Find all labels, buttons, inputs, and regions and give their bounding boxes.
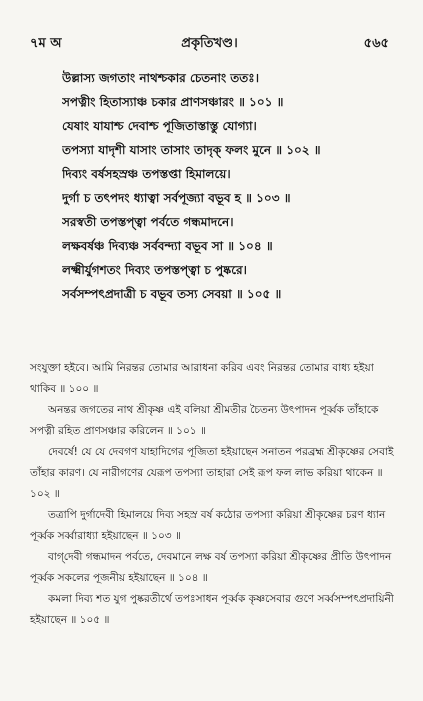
verse-line: যেষাং যাযাশ্চ দেবাশ্চ পূজিতাস্তাস্তু যোগ্যা।	[62, 119, 257, 133]
commentary-paragraph: বাগ্‌দেবী গন্ধমাদন পর্বতে, দেবমানে লক্ষ বর্ষ তপস্যা করিয়া শ্রীকৃষ্ণের প্রীতি উৎপাদন পূর্ব্বক সকলের পূজনীয় হইয়াছেন ॥ ১০৪ ॥	[30, 551, 392, 584]
bengali-commentary	[30, 358, 395, 631]
verse-line: সরস্বতী তপস্তপ্ত্বা পর্বতে গন্ধমাদনে।	[62, 215, 234, 229]
page-header	[30, 34, 389, 56]
verse-line: সপত্নীং হিতাস্যাঞ্চ চকার প্রাণসঞ্চারং ॥ ১০১ ॥	[62, 95, 284, 109]
commentary-paragraph: দেবর্ষে! যে যে দেবগণ যাহাদিগের পূজিতা হইয়াছেন সনাতন পরব্রহ্ম শ্রীকৃষ্ণের সেবাই তাঁহার কারণ। যে নারীগণের যেরূপ তপস্যা তাহারা সেই রূপ ফল লাভ করিয়া থাকেন ॥ ১০২ ॥	[30, 446, 394, 500]
verse-line: তপস্যা যাদৃশী যাসাং তাসাং তাদৃক্ ফলং মুনে ॥ ১০২ ॥	[62, 143, 321, 157]
commentary-paragraph: তত্রাপি দুর্গাদেবী হিমালয়ে দিব্য সহস্র বর্ষ কঠোর তপস্যা করিয়া শ্রীকৃষ্ণের চরণ ধ্যান পূর্ব্বক সর্ব্বারাধ্যা হইয়াছেন ॥ ১০৩ ॥	[30, 509, 386, 542]
verse-line: লক্ষবর্ষঞ্চ দিব্যঞ্চ সর্ববন্দ্যা বভূব সা ॥ ১০৪ ॥	[62, 239, 273, 253]
commentary-paragraph: অনন্তর জগতের নাথ শ্রীকৃষ্ণ এই বলিয়া শ্রীমতীর চৈতন্য উৎপাদন পূর্ব্বক তাঁহাকে সপত্নী রহিত প্রাণসঞ্চার করিলেন ॥ ১০১ ॥	[30, 404, 379, 437]
chapter-label: ৭ম অ	[30, 36, 62, 51]
page-number: ৫৬৫	[363, 36, 389, 51]
verse-line: লক্ষ্মীর্যুগশতং দিব্যং তপস্তপ্ত্বা চ পুষ্করে।	[62, 263, 247, 277]
commentary-paragraph: কমলা দিব্য শত যুগ পুষ্করতীর্থে তপঃসাধন পূর্ব্বক কৃষ্ণসেবার গুণে সর্ব্বসম্পৎপ্রদায়িনী হইয়াছেন ॥ ১০৫ ॥	[30, 593, 394, 626]
sanskrit-verses	[62, 66, 392, 306]
verse-line: উল্লাস্য জগতাং নাথশ্চকার চেতনাং ততঃ।	[62, 71, 259, 85]
page-title: প্রকৃতিখণ্ড।	[181, 36, 238, 51]
verse-line: সর্বসম্পৎপ্রদাত্রী চ বভূব তস্য সেবয়া ॥ ১০৫ ॥	[62, 287, 282, 301]
verse-line: দুর্গা চ তৎপদং ধ্যাত্বা সর্বপূজ্যা বভূব হ ॥ ১০৩ ॥	[62, 191, 291, 205]
commentary-paragraph: সংযুক্তা হইবে। আমি নিরন্তর তোমার আরাধনা করিব এবং নিরন্তর তোমার বাধ্য হইয়া থাকিব ॥ ১০০ ॥	[30, 362, 374, 395]
verse-line: দিব্যং বর্ষসহস্রঞ্চ তপস্তপ্তা হিমালয়ে।	[62, 167, 231, 181]
